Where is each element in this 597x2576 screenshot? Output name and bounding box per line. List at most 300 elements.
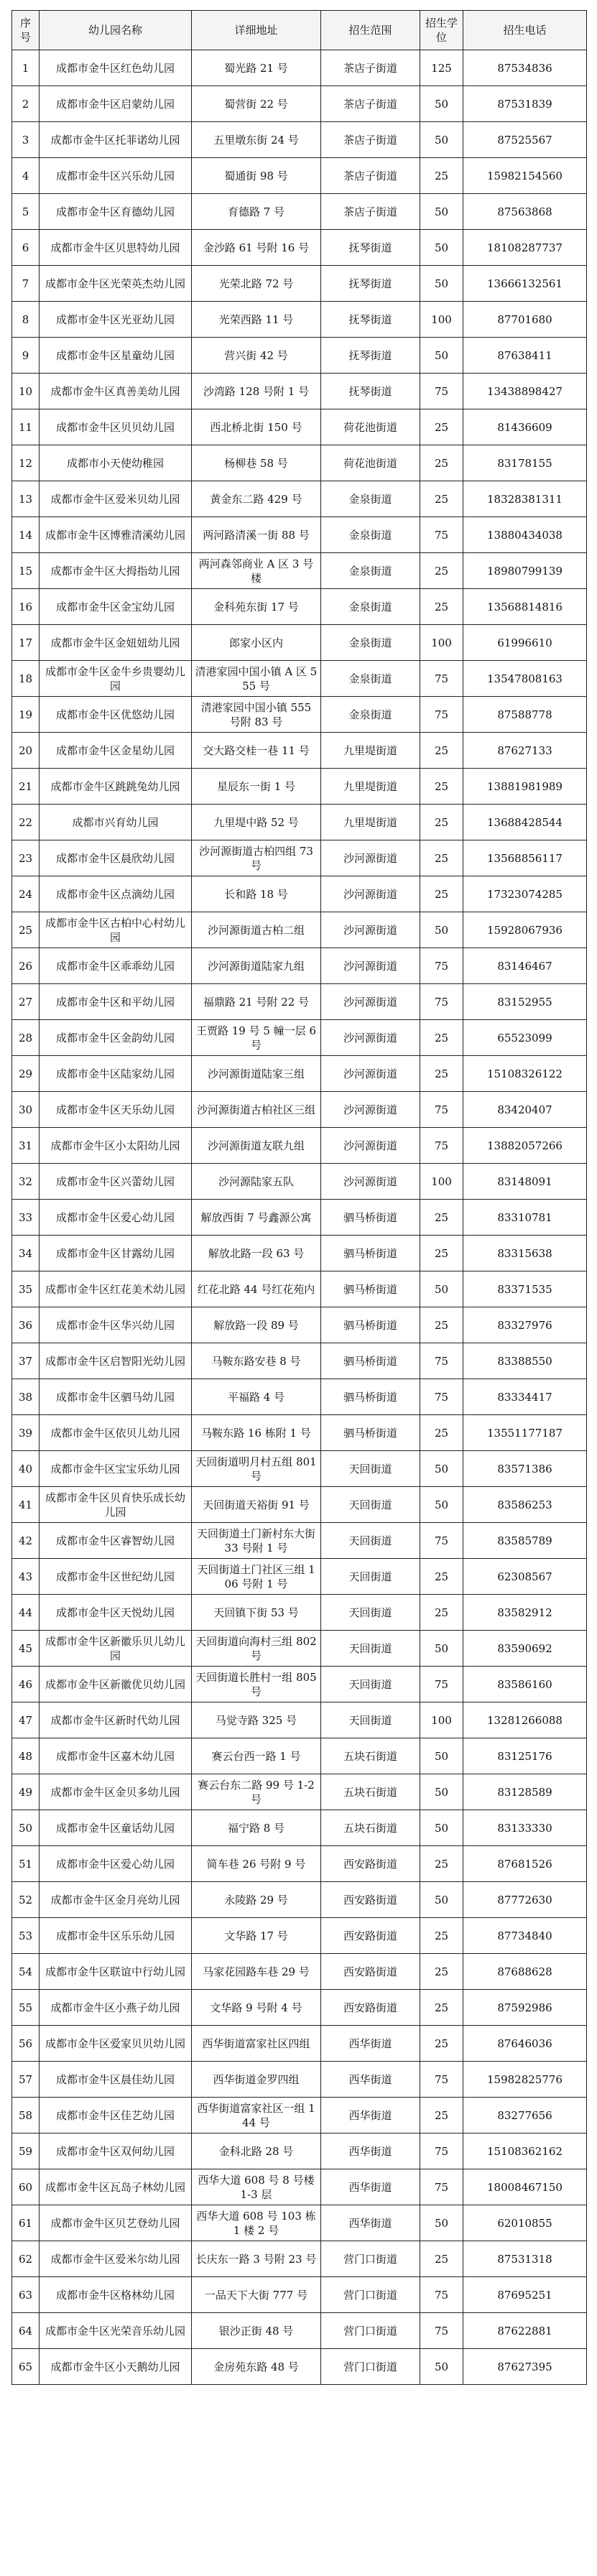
cell-seats: 100 xyxy=(420,625,463,661)
cell-phone: 62010855 xyxy=(463,2205,587,2241)
cell-name: 成都市金牛区红花美术幼儿园 xyxy=(40,1271,192,1307)
table-row xyxy=(12,697,587,733)
cell-phone: 83315638 xyxy=(463,1236,587,1271)
cell-no: 10 xyxy=(12,374,40,409)
cell-name: 成都市金牛区小天鹅幼儿园 xyxy=(40,2349,192,2385)
cell-address: 王贾路 19 号 5 幢一层 6 号 xyxy=(192,1020,321,1056)
cell-address: 清港家园中国小镇 555 号附 83 号 xyxy=(192,697,321,733)
cell-address: 沙河源街道友联九组 xyxy=(192,1128,321,1164)
cell-name: 成都市金牛区格林幼儿园 xyxy=(40,2277,192,2313)
cell-phone: 87638411 xyxy=(463,338,587,374)
cell-address: 金科苑东街 17 号 xyxy=(192,589,321,625)
cell-name: 成都市金牛区金贝多幼儿园 xyxy=(40,1774,192,1810)
cell-address: 长庆东一路 3 号附 23 号 xyxy=(192,2241,321,2277)
cell-seats: 75 xyxy=(420,1128,463,1164)
cell-phone: 83571386 xyxy=(463,1451,587,1487)
cell-no: 38 xyxy=(12,1379,40,1415)
cell-name: 成都市金牛区嘉木幼儿园 xyxy=(40,1738,192,1774)
cell-seats: 75 xyxy=(420,661,463,697)
cell-area: 驷马桥街道 xyxy=(321,1415,420,1451)
cell-address: 沙河源街道古柏四组 73 号 xyxy=(192,840,321,876)
cell-seats: 50 xyxy=(420,1451,463,1487)
cell-area: 五块石街道 xyxy=(321,1810,420,1846)
cell-address: 金沙路 61 号附 16 号 xyxy=(192,230,321,266)
cell-address: 金科北路 28 号 xyxy=(192,2133,321,2169)
cell-address: 赛云台东二路 99 号 1-2 号 xyxy=(192,1774,321,1810)
cell-phone: 83277656 xyxy=(463,2098,587,2133)
cell-phone: 83334417 xyxy=(463,1379,587,1415)
cell-no: 11 xyxy=(12,409,40,445)
cell-area: 西华街道 xyxy=(321,2026,420,2062)
cell-area: 沙河源街道 xyxy=(321,1092,420,1128)
table-row xyxy=(12,158,587,194)
cell-area: 沙河源街道 xyxy=(321,1128,420,1164)
table-row xyxy=(12,1236,587,1271)
cell-seats: 25 xyxy=(420,1990,463,2026)
cell-name: 成都市金牛区和平幼儿园 xyxy=(40,984,192,1020)
cell-phone: 83586253 xyxy=(463,1487,587,1523)
cell-name: 成都市金牛区新时代幼儿园 xyxy=(40,1702,192,1738)
cell-area: 茶店子街道 xyxy=(321,86,420,122)
cell-phone: 13281266088 xyxy=(463,1702,587,1738)
cell-address: 马觉寺路 325 号 xyxy=(192,1702,321,1738)
cell-address: 育德路 7 号 xyxy=(192,194,321,230)
cell-no: 27 xyxy=(12,984,40,1020)
cell-area: 西华街道 xyxy=(321,2098,420,2133)
cell-name: 成都市小天使幼稚园 xyxy=(40,445,192,481)
table-row xyxy=(12,1702,587,1738)
cell-address: 五里墩东街 24 号 xyxy=(192,122,321,158)
table-row xyxy=(12,1846,587,1882)
cell-seats: 25 xyxy=(420,733,463,769)
cell-seats: 75 xyxy=(420,2313,463,2349)
cell-seats: 50 xyxy=(420,912,463,948)
cell-name: 成都市金牛区天乐幼儿园 xyxy=(40,1092,192,1128)
table-row xyxy=(12,2205,587,2241)
cell-phone: 83585789 xyxy=(463,1523,587,1559)
cell-area: 五块石街道 xyxy=(321,1738,420,1774)
cell-phone: 87531839 xyxy=(463,86,587,122)
cell-seats: 50 xyxy=(420,1738,463,1774)
cell-phone: 83586160 xyxy=(463,1667,587,1702)
cell-seats: 100 xyxy=(420,1164,463,1200)
cell-no: 30 xyxy=(12,1092,40,1128)
cell-name: 成都市金牛区新徽优贝幼儿园 xyxy=(40,1667,192,1702)
cell-no: 40 xyxy=(12,1451,40,1487)
cell-address: 天回街道土门新村东大街 33 号附 1 号 xyxy=(192,1523,321,1559)
cell-no: 4 xyxy=(12,158,40,194)
cell-area: 天回街道 xyxy=(321,1523,420,1559)
cell-area: 金泉街道 xyxy=(321,661,420,697)
cell-no: 28 xyxy=(12,1020,40,1056)
table-row xyxy=(12,2133,587,2169)
cell-area: 营门口街道 xyxy=(321,2277,420,2313)
cell-name: 成都市金牛区童话幼儿园 xyxy=(40,1810,192,1846)
cell-no: 33 xyxy=(12,1200,40,1236)
cell-name: 成都市金牛区天悦幼儿园 xyxy=(40,1595,192,1631)
table-row xyxy=(12,876,587,912)
cell-name: 成都市金牛区金妞妞幼儿园 xyxy=(40,625,192,661)
cell-seats: 25 xyxy=(420,553,463,589)
cell-phone: 87695251 xyxy=(463,2277,587,2313)
table-row xyxy=(12,1092,587,1128)
cell-seats: 75 xyxy=(420,984,463,1020)
cell-phone: 83327976 xyxy=(463,1307,587,1343)
cell-address: 解放路一段 89 号 xyxy=(192,1307,321,1343)
cell-area: 沙河源街道 xyxy=(321,1056,420,1092)
cell-phone: 87688628 xyxy=(463,1954,587,1990)
header-no: 序号 xyxy=(12,11,40,50)
cell-no: 9 xyxy=(12,338,40,374)
cell-phone: 87627133 xyxy=(463,733,587,769)
cell-address: 解放西街 7 号鑫源公寓 xyxy=(192,1200,321,1236)
cell-area: 天回街道 xyxy=(321,1631,420,1667)
cell-phone: 17323074285 xyxy=(463,876,587,912)
cell-phone: 83310781 xyxy=(463,1200,587,1236)
cell-name: 成都市金牛区爱心幼儿园 xyxy=(40,1200,192,1236)
cell-phone: 83590692 xyxy=(463,1631,587,1667)
header-address: 详细地址 xyxy=(192,11,321,50)
cell-phone: 83133330 xyxy=(463,1810,587,1846)
table-row xyxy=(12,1379,587,1415)
cell-area: 茶店子街道 xyxy=(321,122,420,158)
cell-area: 金泉街道 xyxy=(321,517,420,553)
cell-area: 茶店子街道 xyxy=(321,194,420,230)
cell-address: 天回街道天裕街 91 号 xyxy=(192,1487,321,1523)
cell-phone: 87525567 xyxy=(463,122,587,158)
cell-address: 郎家小区内 xyxy=(192,625,321,661)
cell-name: 成都市金牛区晨佳幼儿园 xyxy=(40,2062,192,2098)
cell-address: 清港家园中国小镇 A 区 555 号 xyxy=(192,661,321,697)
cell-phone: 18980799139 xyxy=(463,553,587,589)
cell-name: 成都市金牛区金月亮幼儿园 xyxy=(40,1882,192,1918)
cell-seats: 75 xyxy=(420,1092,463,1128)
cell-seats: 25 xyxy=(420,409,463,445)
cell-seats: 75 xyxy=(420,1343,463,1379)
cell-address: 沙河源街道陆家三组 xyxy=(192,1056,321,1092)
cell-name: 成都市金牛区依贝儿幼儿园 xyxy=(40,1415,192,1451)
cell-address: 文华路 9 号附 4 号 xyxy=(192,1990,321,2026)
cell-area: 九里堤街道 xyxy=(321,733,420,769)
cell-name: 成都市金牛区光亚幼儿园 xyxy=(40,302,192,338)
cell-area: 金泉街道 xyxy=(321,697,420,733)
cell-address: 杨柳巷 58 号 xyxy=(192,445,321,481)
cell-no: 6 xyxy=(12,230,40,266)
cell-seats: 50 xyxy=(420,1810,463,1846)
cell-no: 31 xyxy=(12,1128,40,1164)
cell-name: 成都市金牛区星童幼儿园 xyxy=(40,338,192,374)
cell-address: 西华街道富家社区四组 xyxy=(192,2026,321,2062)
table-row xyxy=(12,1307,587,1343)
cell-address: 福宁路 8 号 xyxy=(192,1810,321,1846)
cell-area: 西安路街道 xyxy=(321,1846,420,1882)
cell-no: 19 xyxy=(12,697,40,733)
cell-address: 营兴街 42 号 xyxy=(192,338,321,374)
cell-seats: 50 xyxy=(420,122,463,158)
cell-name: 成都市金牛区小太阳幼儿园 xyxy=(40,1128,192,1164)
cell-address: 西华街道富家社区一组 144 号 xyxy=(192,2098,321,2133)
cell-no: 65 xyxy=(12,2349,40,2385)
kindergarten-table-container xyxy=(11,10,586,2385)
table-row xyxy=(12,2277,587,2313)
cell-name: 成都市金牛区托菲诺幼儿园 xyxy=(40,122,192,158)
cell-no: 57 xyxy=(12,2062,40,2098)
table-row xyxy=(12,589,587,625)
cell-area: 沙河源街道 xyxy=(321,948,420,984)
cell-address: 天回街道长胜村一组 805 号 xyxy=(192,1667,321,1702)
cell-area: 西华街道 xyxy=(321,2205,420,2241)
cell-phone: 15982825776 xyxy=(463,2062,587,2098)
cell-seats: 75 xyxy=(420,1379,463,1415)
cell-name: 成都市金牛区博雅清溪幼儿园 xyxy=(40,517,192,553)
table-row xyxy=(12,1882,587,1918)
cell-no: 21 xyxy=(12,769,40,805)
cell-seats: 100 xyxy=(420,1702,463,1738)
cell-seats: 25 xyxy=(420,158,463,194)
cell-name: 成都市金牛区贝贝幼儿园 xyxy=(40,409,192,445)
cell-name: 成都市金牛区贝艺登幼儿园 xyxy=(40,2205,192,2241)
table-row xyxy=(12,230,587,266)
cell-address: 文华路 17 号 xyxy=(192,1918,321,1954)
cell-phone: 13568856117 xyxy=(463,840,587,876)
cell-area: 西华街道 xyxy=(321,2062,420,2098)
cell-seats: 75 xyxy=(420,697,463,733)
cell-seats: 25 xyxy=(420,1307,463,1343)
cell-no: 37 xyxy=(12,1343,40,1379)
cell-seats: 75 xyxy=(420,517,463,553)
cell-address: 沙河源陆家五队 xyxy=(192,1164,321,1200)
cell-no: 2 xyxy=(12,86,40,122)
table-row xyxy=(12,481,587,517)
cell-name: 成都市金牛区跳跳兔幼儿园 xyxy=(40,769,192,805)
cell-phone: 15108362162 xyxy=(463,2133,587,2169)
cell-phone: 83148091 xyxy=(463,1164,587,1200)
cell-name: 成都市金牛区爱米贝幼儿园 xyxy=(40,481,192,517)
table-row xyxy=(12,1271,587,1307)
table-row xyxy=(12,2313,587,2349)
cell-area: 金泉街道 xyxy=(321,625,420,661)
cell-phone: 87592986 xyxy=(463,1990,587,2026)
cell-seats: 75 xyxy=(420,2062,463,2098)
cell-seats: 50 xyxy=(420,266,463,302)
cell-seats: 50 xyxy=(420,194,463,230)
cell-name: 成都市金牛区佳艺幼儿园 xyxy=(40,2098,192,2133)
cell-no: 35 xyxy=(12,1271,40,1307)
cell-seats: 25 xyxy=(420,1056,463,1092)
table-row xyxy=(12,984,587,1020)
cell-no: 16 xyxy=(12,589,40,625)
cell-name: 成都市金牛区点滴幼儿园 xyxy=(40,876,192,912)
cell-name: 成都市金牛区华兴幼儿园 xyxy=(40,1307,192,1343)
cell-area: 沙河源街道 xyxy=(321,984,420,1020)
header-phone: 招生电话 xyxy=(463,11,587,50)
table-row xyxy=(12,2098,587,2133)
table-row xyxy=(12,2026,587,2062)
cell-seats: 50 xyxy=(420,1487,463,1523)
cell-address: 沙河源街道古柏二组 xyxy=(192,912,321,948)
cell-address: 简车巷 26 号附 9 号 xyxy=(192,1846,321,1882)
cell-address: 西北桥北街 150 号 xyxy=(192,409,321,445)
cell-name: 成都市金牛区乖乖幼儿园 xyxy=(40,948,192,984)
cell-name: 成都市金牛区光荣音乐幼儿园 xyxy=(40,2313,192,2349)
cell-no: 41 xyxy=(12,1487,40,1523)
cell-no: 52 xyxy=(12,1882,40,1918)
cell-seats: 50 xyxy=(420,338,463,374)
cell-seats: 50 xyxy=(420,230,463,266)
cell-name: 成都市金牛区金韵幼儿园 xyxy=(40,1020,192,1056)
cell-no: 50 xyxy=(12,1810,40,1846)
cell-no: 53 xyxy=(12,1918,40,1954)
cell-seats: 25 xyxy=(420,2241,463,2277)
cell-phone: 87681526 xyxy=(463,1846,587,1882)
cell-phone: 13551177187 xyxy=(463,1415,587,1451)
table-row xyxy=(12,1990,587,2026)
table-row xyxy=(12,374,587,409)
cell-address: 解放北路一段 63 号 xyxy=(192,1236,321,1271)
cell-area: 茶店子街道 xyxy=(321,50,420,86)
cell-area: 金泉街道 xyxy=(321,553,420,589)
cell-no: 62 xyxy=(12,2241,40,2277)
cell-no: 39 xyxy=(12,1415,40,1451)
table-row xyxy=(12,2169,587,2205)
cell-no: 47 xyxy=(12,1702,40,1738)
cell-phone: 83146467 xyxy=(463,948,587,984)
cell-area: 西华街道 xyxy=(321,2169,420,2205)
cell-name: 成都市金牛区瓦岛子林幼儿园 xyxy=(40,2169,192,2205)
cell-name: 成都市金牛区双何幼儿园 xyxy=(40,2133,192,2169)
header-seats: 招生学位 xyxy=(420,11,463,50)
cell-no: 23 xyxy=(12,840,40,876)
cell-seats: 25 xyxy=(420,840,463,876)
cell-area: 荷花池街道 xyxy=(321,445,420,481)
cell-phone: 87588778 xyxy=(463,697,587,733)
cell-address: 平福路 4 号 xyxy=(192,1379,321,1415)
cell-address: 长和路 18 号 xyxy=(192,876,321,912)
cell-no: 3 xyxy=(12,122,40,158)
cell-no: 24 xyxy=(12,876,40,912)
cell-seats: 75 xyxy=(420,1523,463,1559)
cell-no: 17 xyxy=(12,625,40,661)
cell-area: 天回街道 xyxy=(321,1667,420,1702)
cell-name: 成都市金牛区金宝幼儿园 xyxy=(40,589,192,625)
cell-no: 25 xyxy=(12,912,40,948)
cell-area: 西安路街道 xyxy=(321,1954,420,1990)
cell-phone: 83152955 xyxy=(463,984,587,1020)
cell-address: 红花北路 44 号红花苑内 xyxy=(192,1271,321,1307)
cell-area: 沙河源街道 xyxy=(321,1020,420,1056)
table-row xyxy=(12,194,587,230)
cell-name: 成都市金牛区光荣英杰幼儿园 xyxy=(40,266,192,302)
cell-phone: 83388550 xyxy=(463,1343,587,1379)
cell-no: 58 xyxy=(12,2098,40,2133)
cell-no: 46 xyxy=(12,1667,40,1702)
cell-no: 54 xyxy=(12,1954,40,1990)
cell-phone: 83178155 xyxy=(463,445,587,481)
cell-address: 西华街道金罗四组 xyxy=(192,2062,321,2098)
cell-name: 成都市金牛区金牛乡贵婴幼儿园 xyxy=(40,661,192,697)
cell-phone: 13688428544 xyxy=(463,805,587,840)
cell-name: 成都市金牛区陆家幼儿园 xyxy=(40,1056,192,1092)
cell-area: 抚琴街道 xyxy=(321,230,420,266)
table-row xyxy=(12,1738,587,1774)
cell-address: 西华大道 608 号 8 号楼 1-3 层 xyxy=(192,2169,321,2205)
cell-no: 29 xyxy=(12,1056,40,1092)
cell-no: 18 xyxy=(12,661,40,697)
cell-phone: 18328381311 xyxy=(463,481,587,517)
cell-phone: 13666132561 xyxy=(463,266,587,302)
cell-no: 32 xyxy=(12,1164,40,1200)
cell-name: 成都市金牛区红色幼儿园 xyxy=(40,50,192,86)
cell-phone: 13882057266 xyxy=(463,1128,587,1164)
cell-no: 60 xyxy=(12,2169,40,2205)
cell-no: 63 xyxy=(12,2277,40,2313)
table-row xyxy=(12,1056,587,1092)
cell-name: 成都市金牛区新徽乐贝儿幼儿园 xyxy=(40,1631,192,1667)
table-row xyxy=(12,2062,587,2098)
cell-address: 两河森邻商业 A 区 3 号楼 xyxy=(192,553,321,589)
table-row xyxy=(12,1595,587,1631)
cell-area: 抚琴街道 xyxy=(321,302,420,338)
cell-phone: 87563868 xyxy=(463,194,587,230)
cell-phone: 81436609 xyxy=(463,409,587,445)
cell-seats: 75 xyxy=(420,1667,463,1702)
cell-name: 成都市金牛区真善美幼儿园 xyxy=(40,374,192,409)
table-row xyxy=(12,50,587,86)
table-row xyxy=(12,1774,587,1810)
cell-phone: 15982154560 xyxy=(463,158,587,194)
table-row xyxy=(12,733,587,769)
table-row xyxy=(12,1128,587,1164)
cell-no: 56 xyxy=(12,2026,40,2062)
cell-address: 蜀通街 98 号 xyxy=(192,158,321,194)
cell-address: 光荣北路 72 号 xyxy=(192,266,321,302)
cell-area: 五块石街道 xyxy=(321,1774,420,1810)
cell-seats: 50 xyxy=(420,2205,463,2241)
table-row xyxy=(12,266,587,302)
table-row xyxy=(12,1559,587,1595)
cell-no: 59 xyxy=(12,2133,40,2169)
table-row xyxy=(12,805,587,840)
table-row xyxy=(12,2349,587,2385)
cell-no: 22 xyxy=(12,805,40,840)
table-row xyxy=(12,86,587,122)
cell-phone: 87646036 xyxy=(463,2026,587,2062)
table-row xyxy=(12,302,587,338)
cell-seats: 25 xyxy=(420,589,463,625)
table-row xyxy=(12,1020,587,1056)
cell-address: 九里堤中路 52 号 xyxy=(192,805,321,840)
cell-no: 55 xyxy=(12,1990,40,2026)
cell-phone: 13881981989 xyxy=(463,769,587,805)
cell-area: 天回街道 xyxy=(321,1487,420,1523)
cell-phone: 83582912 xyxy=(463,1595,587,1631)
cell-no: 12 xyxy=(12,445,40,481)
cell-area: 沙河源街道 xyxy=(321,876,420,912)
cell-seats: 25 xyxy=(420,1595,463,1631)
cell-area: 天回街道 xyxy=(321,1559,420,1595)
table-row xyxy=(12,445,587,481)
cell-seats: 50 xyxy=(420,1631,463,1667)
cell-address: 金房苑东路 48 号 xyxy=(192,2349,321,2385)
cell-no: 36 xyxy=(12,1307,40,1343)
table-row xyxy=(12,948,587,984)
cell-phone: 87701680 xyxy=(463,302,587,338)
table-row xyxy=(12,1667,587,1702)
cell-seats: 100 xyxy=(420,302,463,338)
table-row xyxy=(12,1343,587,1379)
cell-name: 成都市金牛区驷马幼儿园 xyxy=(40,1379,192,1415)
cell-phone: 61996610 xyxy=(463,625,587,661)
